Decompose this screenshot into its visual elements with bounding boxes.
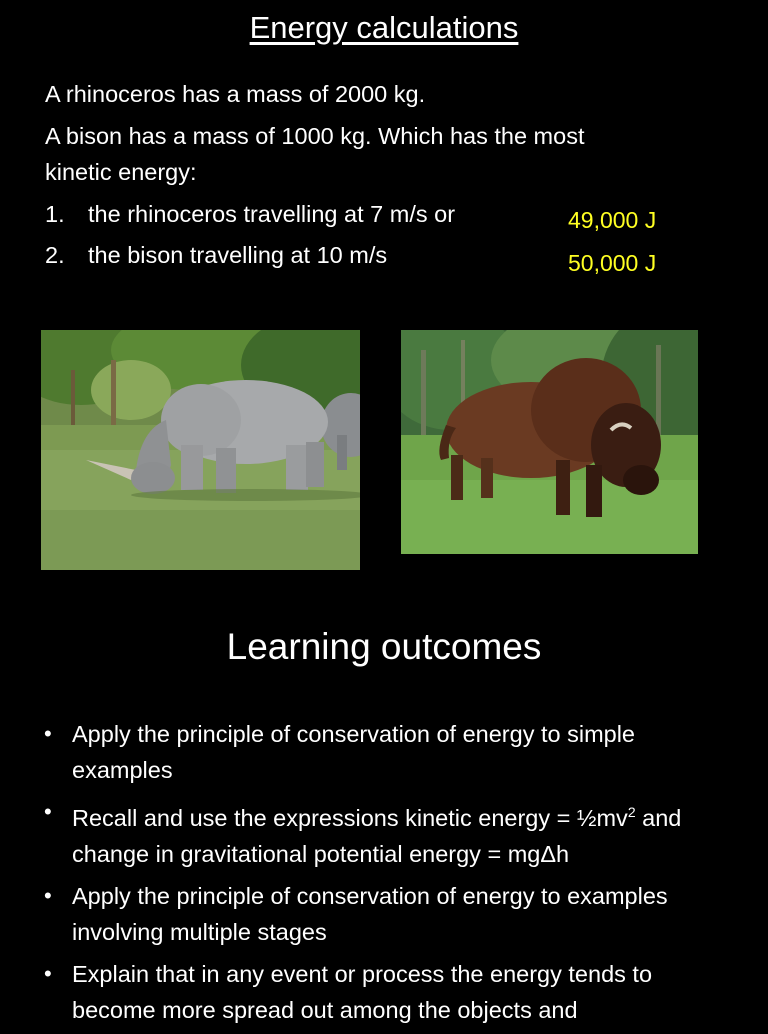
outcome-2-text: Recall and use the expressions kinetic energy = ½mv bbox=[72, 805, 628, 831]
bullet-icon: • bbox=[44, 799, 52, 824]
outcome-item-1 bbox=[0, 716, 768, 788]
outcome-1-text: Apply the principle of conservation of energy to simple examples bbox=[72, 721, 636, 783]
outcome-2-text-continued: and change in gravitational potential energy = mgΔh bbox=[72, 805, 682, 867]
outcome-item-2 bbox=[0, 794, 768, 872]
option-2-text: the bison travelling at 10 m/s bbox=[88, 242, 388, 268]
outcome-item-4 bbox=[0, 956, 768, 1028]
option-1-answer: 49,000 J bbox=[568, 207, 657, 233]
bullet-icon: • bbox=[44, 883, 52, 908]
outcome-item-3 bbox=[0, 878, 768, 950]
option-2-number: 2. bbox=[45, 242, 65, 268]
bison-photo bbox=[401, 330, 698, 554]
option-1 bbox=[45, 197, 455, 231]
slide-title: Energy calculations bbox=[249, 10, 519, 45]
option-1-text: the rhinoceros travelling at 7 m/s or bbox=[88, 201, 456, 227]
outcome-4-text: Explain that in any event or process the energy tends to become more spread out among the objects and bbox=[72, 961, 653, 1023]
option-2-answer: 50,000 J bbox=[568, 250, 657, 276]
option-2 bbox=[45, 238, 387, 272]
bullet-icon: • bbox=[44, 721, 52, 746]
option-1-number: 1. bbox=[45, 201, 65, 227]
learning-outcomes-heading: Learning outcomes bbox=[226, 626, 542, 667]
question-line-2: A bison has a mass of 1000 kg. Which has the most bbox=[45, 123, 585, 149]
rhinoceros-photo bbox=[41, 330, 360, 570]
bullet-icon: • bbox=[44, 961, 52, 986]
question-line-3: kinetic energy: bbox=[45, 159, 197, 185]
question-line-1: A rhinoceros has a mass of 2000 kg. bbox=[45, 81, 426, 107]
outcome-3-text: Apply the principle of conservation of energy to examples involving multiple stages bbox=[72, 883, 668, 945]
learning-outcomes-list bbox=[0, 716, 768, 1034]
outcome-2-superscript: 2 bbox=[627, 804, 636, 820]
